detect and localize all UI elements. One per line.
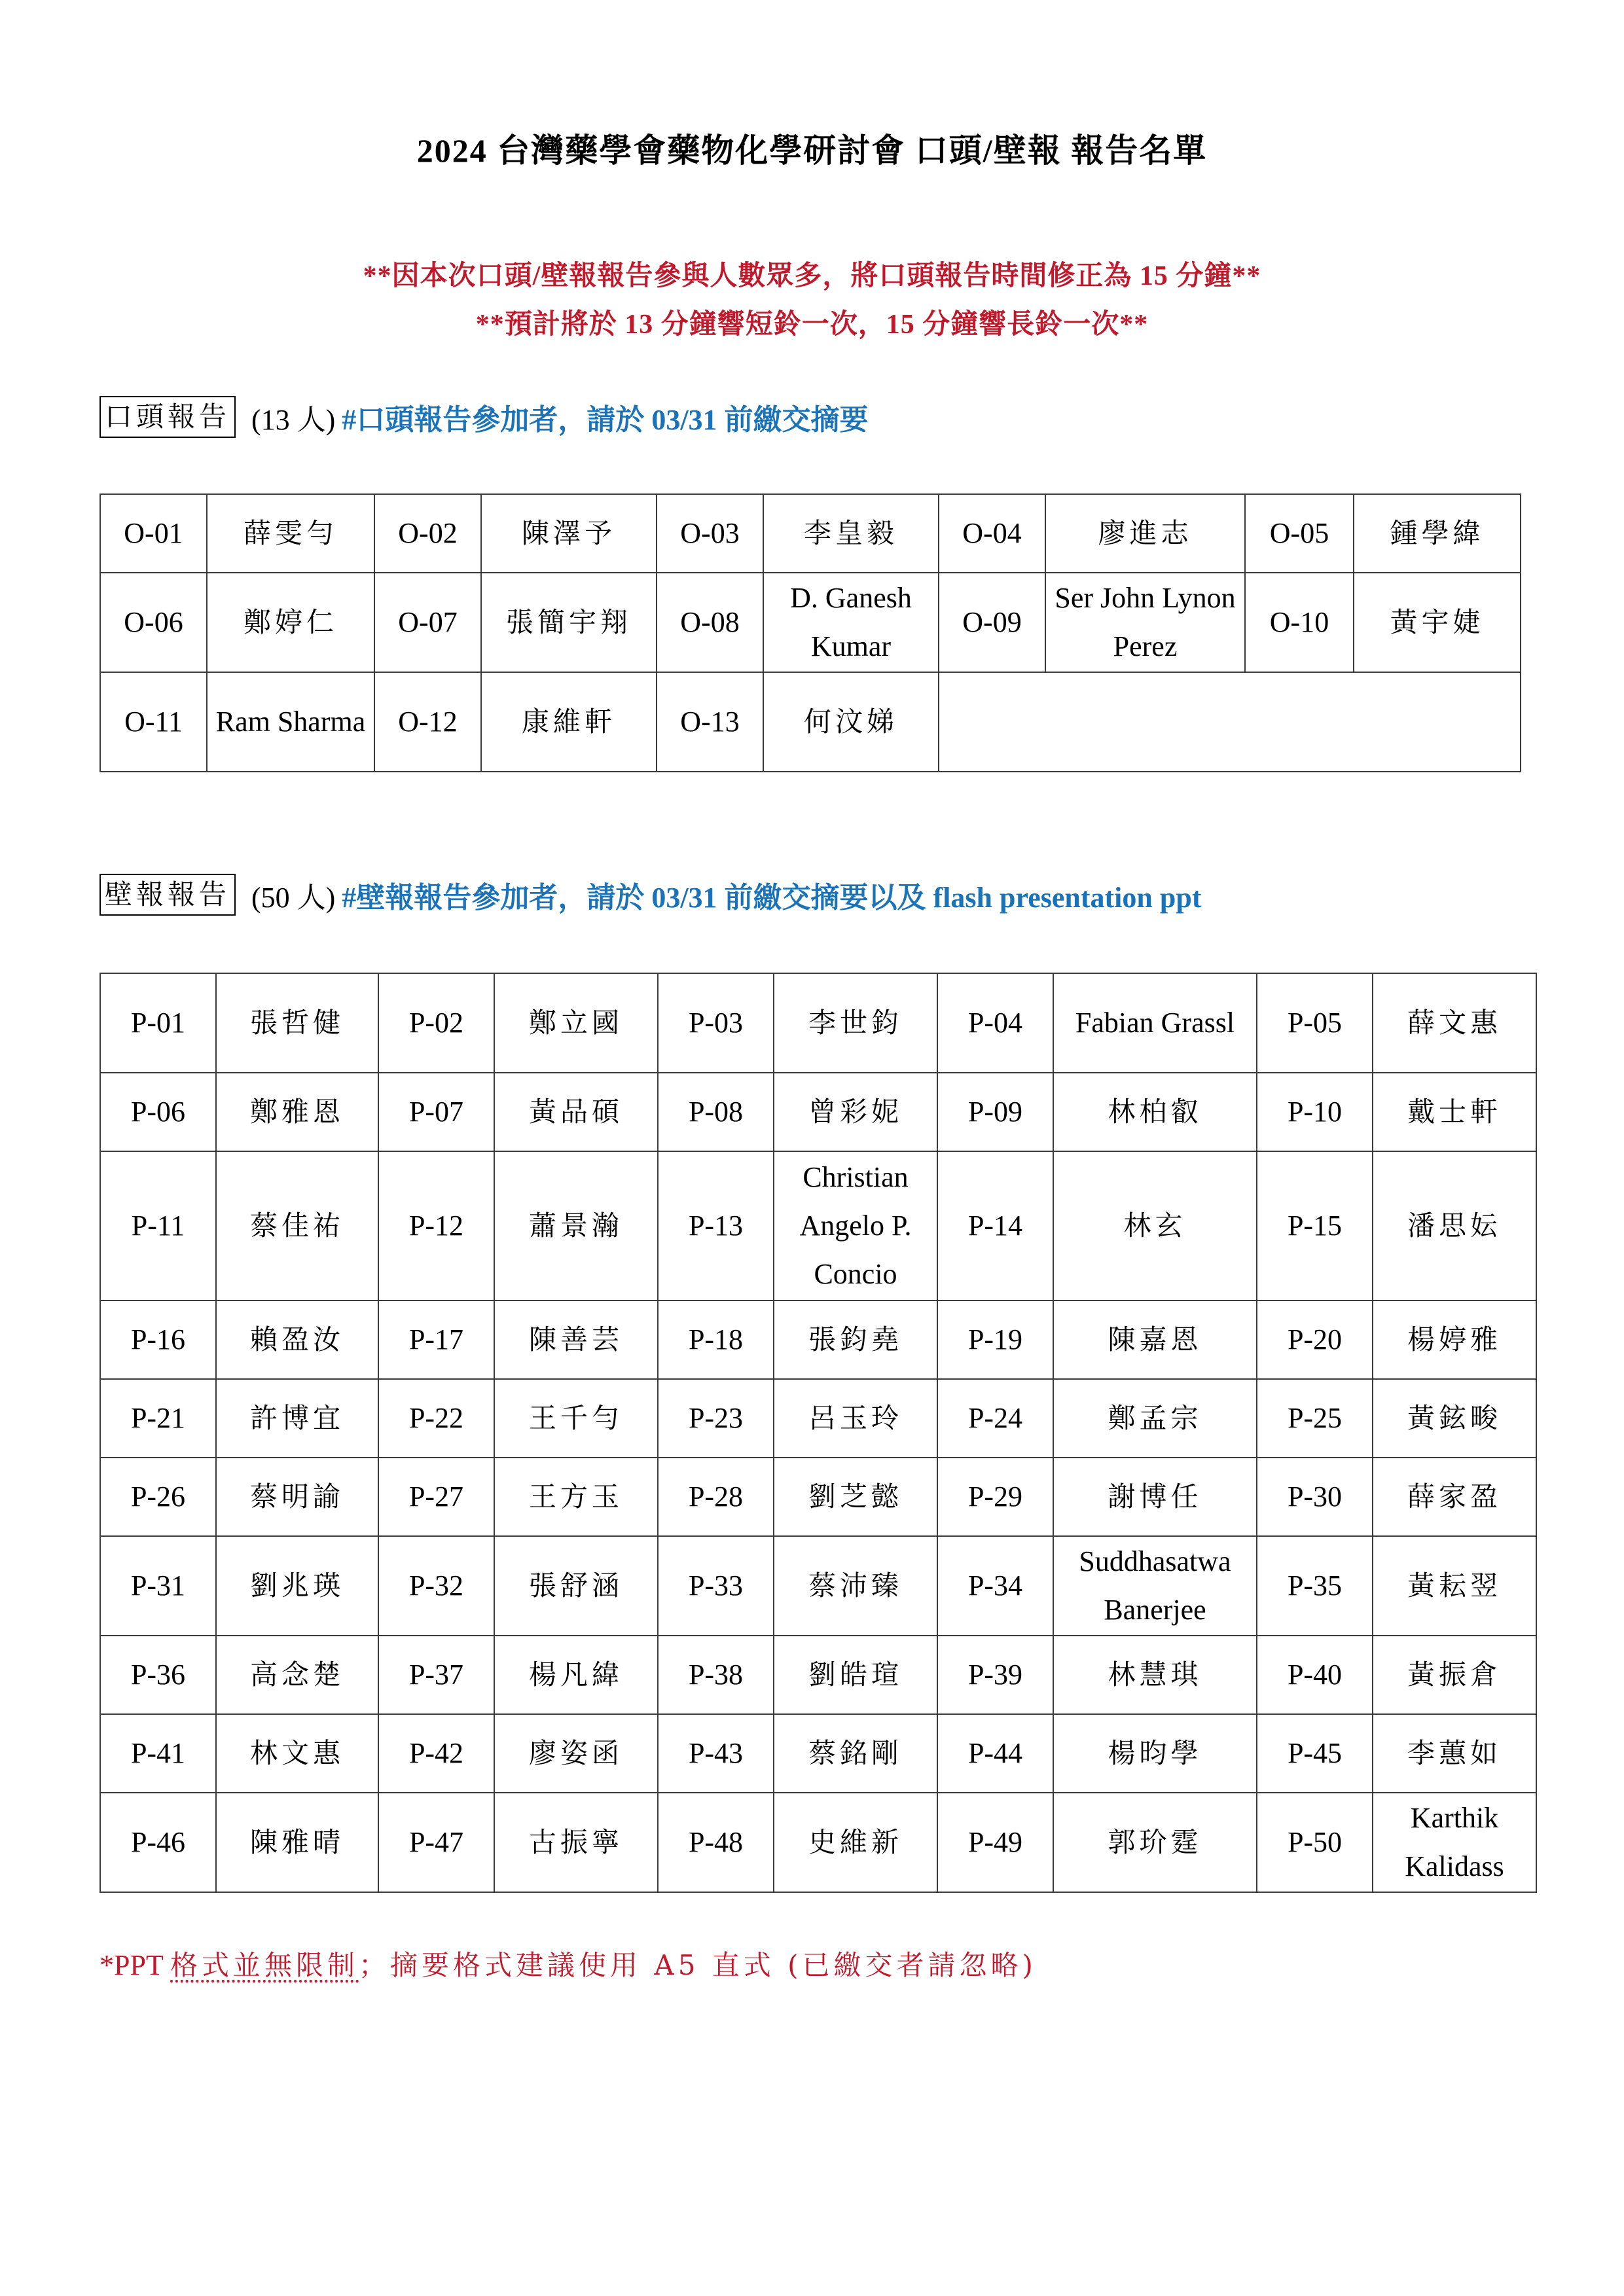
poster-code-cell: P-20 [1257,1300,1373,1379]
poster-name-cell: 黃鉉畯 [1373,1379,1536,1458]
oral-name-cell: 康維軒 [481,672,657,772]
poster-code-cell: P-46 [100,1793,216,1892]
poster-code-cell: P-26 [100,1458,216,1536]
poster-name-cell: 林柏叡 [1053,1073,1257,1151]
poster-name-cell: 劉皓瑄 [774,1636,937,1714]
poster-table-row [100,1073,1536,1151]
poster-code-cell: P-48 [658,1793,774,1892]
notice-line-2: **預計將於 13 分鐘響短鈴一次，15 分鐘響長鈴一次** [475,310,1149,340]
poster-name-cell: 林玄 [1053,1151,1257,1300]
poster-name-cell: 呂玉玲 [774,1379,937,1458]
poster-code-cell: P-34 [937,1536,1053,1636]
poster-name-cell: 張鈞堯 [774,1300,937,1379]
poster-code-cell: P-12 [378,1151,494,1300]
oral-code-cell: O-03 [657,494,763,573]
oral-section-header [99,394,869,440]
poster-name-cell: 戴士軒 [1373,1073,1536,1151]
poster-name-cell: 林慧琪 [1053,1636,1257,1714]
page-title: 2024 台灣藥學會藥物化學研討會 口頭/壁報 報告名單 [416,132,1208,169]
poster-code-cell: P-11 [100,1151,216,1300]
poster-name-cell: 賴盈汝 [216,1300,378,1379]
poster-name-cell: 郭玠霆 [1053,1793,1257,1892]
poster-name-cell: 楊昀學 [1053,1714,1257,1793]
poster-name-cell: 李蕙如 [1373,1714,1536,1793]
poster-code-cell: P-37 [378,1636,494,1714]
poster-name-cell: 王方玉 [494,1458,658,1536]
oral-count: (13 人) [251,404,336,436]
poster-count: (50 人) [251,882,336,914]
poster-code-cell: P-10 [1257,1073,1373,1151]
poster-code-cell: P-42 [378,1714,494,1793]
poster-code-cell: P-23 [658,1379,774,1458]
oral-code-cell: O-11 [100,672,207,772]
poster-code-cell: P-36 [100,1636,216,1714]
oral-name-cell: Ser John Lynon Perez [1045,573,1245,672]
poster-code-cell: P-06 [100,1073,216,1151]
poster-name-cell: Christian Angelo P. Concio [774,1151,937,1300]
poster-code-cell: P-44 [937,1714,1053,1793]
oral-name-cell: 黃宇婕 [1354,573,1521,672]
oral-name-cell: 何汶娣 [763,672,939,772]
poster-name-cell: 陳嘉恩 [1053,1300,1257,1379]
oral-note: #口頭報告參加者，請於 03/31 前繳交摘要 [342,404,869,436]
poster-code-cell: P-43 [658,1714,774,1793]
poster-code-cell: P-27 [378,1458,494,1536]
oral-name-cell: 張簡宇翔 [481,573,657,672]
poster-name-cell: 張舒涵 [494,1536,658,1636]
poster-name-cell: 黃耘翌 [1373,1536,1536,1636]
poster-code-cell: P-49 [937,1793,1053,1892]
poster-name-cell: 王千勻 [494,1379,658,1458]
poster-table-row [100,1300,1536,1379]
poster-code-cell: P-41 [100,1714,216,1793]
poster-code-cell: P-07 [378,1073,494,1151]
oral-code-cell: O-04 [939,494,1045,573]
oral-code-cell: O-01 [100,494,207,573]
poster-name-cell: 陳善芸 [494,1300,658,1379]
oral-name-cell: Ram Sharma [207,672,374,772]
poster-section-header [99,872,1201,918]
poster-code-cell: P-13 [658,1151,774,1300]
poster-code-cell: P-16 [100,1300,216,1379]
poster-code-cell: P-24 [937,1379,1053,1458]
oral-name-cell: 廖進志 [1045,494,1245,573]
oral-table [99,493,1521,772]
oral-empty-cell [939,672,1521,772]
poster-table-row [100,973,1536,1073]
poster-code-cell: P-30 [1257,1458,1373,1536]
notice-line-1: **因本次口頭/壁報報告參與人數眾多，將口頭報告時間修正為 15 分鐘** [363,261,1261,291]
oral-code-cell: O-09 [939,573,1045,672]
poster-table-row [100,1151,1536,1300]
poster-code-cell: P-40 [1257,1636,1373,1714]
poster-code-cell: P-45 [1257,1714,1373,1793]
poster-code-cell: P-18 [658,1300,774,1379]
poster-code-cell: P-03 [658,973,774,1073]
oral-table-row [100,672,1521,772]
poster-code-cell: P-19 [937,1300,1053,1379]
poster-name-cell: 廖姿函 [494,1714,658,1793]
footer-suffix: ；摘要格式建議使用 A5 直式 (已繳交者請忽略) [359,1949,1037,1981]
poster-name-cell: 劉芝懿 [774,1458,937,1536]
footer-prefix: *PPT [99,1949,171,1981]
poster-code-cell: P-05 [1257,973,1373,1073]
poster-name-cell: 古振寧 [494,1793,658,1892]
oral-code-cell: O-08 [657,573,763,672]
poster-name-cell: 薛文惠 [1373,973,1536,1073]
poster-code-cell: P-02 [378,973,494,1073]
footer-note [99,1944,1037,1983]
poster-table-row [100,1536,1536,1636]
poster-code-cell: P-04 [937,973,1053,1073]
poster-name-cell: Karthik Kalidass [1373,1793,1536,1892]
poster-code-cell: P-21 [100,1379,216,1458]
poster-code-cell: P-47 [378,1793,494,1892]
oral-table-row [100,494,1521,573]
poster-name-cell: 劉兆瑛 [216,1536,378,1636]
poster-name-cell: 張哲健 [216,973,378,1073]
poster-table [99,973,1537,1893]
poster-table-row [100,1379,1536,1458]
poster-name-cell: 林文惠 [216,1714,378,1793]
poster-code-cell: P-14 [937,1151,1053,1300]
poster-name-cell: 史維新 [774,1793,937,1892]
poster-table-row [100,1714,1536,1793]
poster-name-cell: 李世鈞 [774,973,937,1073]
poster-name-cell: 高念楚 [216,1636,378,1714]
poster-code-cell: P-31 [100,1536,216,1636]
poster-name-cell: 謝博任 [1053,1458,1257,1536]
poster-code-cell: P-50 [1257,1793,1373,1892]
oral-name-cell: D. Ganesh Kumar [763,573,939,672]
poster-name-cell: 蔡沛臻 [774,1536,937,1636]
oral-name-cell: 鄭婷仁 [207,573,374,672]
oral-table-row [100,573,1521,672]
poster-name-cell: 蔡銘剛 [774,1714,937,1793]
poster-name-cell: 蔡佳祐 [216,1151,378,1300]
poster-name-cell: 潘思妘 [1373,1151,1536,1300]
oral-code-cell: O-10 [1245,573,1354,672]
poster-name-cell: 鄭雅恩 [216,1073,378,1151]
poster-name-cell: 鄭立國 [494,973,658,1073]
oral-code-cell: O-06 [100,573,207,672]
poster-table-row [100,1458,1536,1536]
poster-code-cell: P-32 [378,1536,494,1636]
poster-section-label: 壁報報告 [99,874,236,916]
poster-code-cell: P-39 [937,1636,1053,1714]
poster-code-cell: P-33 [658,1536,774,1636]
oral-name-cell: 李皇毅 [763,494,939,573]
oral-code-cell: O-02 [374,494,481,573]
poster-code-cell: P-25 [1257,1379,1373,1458]
poster-code-cell: P-22 [378,1379,494,1458]
poster-name-cell: 鄭孟宗 [1053,1379,1257,1458]
poster-note: #壁報報告參加者，請於 03/31 前繳交摘要以及 flash presentation ppt [342,882,1202,914]
oral-name-cell: 薛雯勻 [207,494,374,573]
poster-name-cell: 蕭景瀚 [494,1151,658,1300]
poster-code-cell: P-38 [658,1636,774,1714]
poster-name-cell: 楊凡緯 [494,1636,658,1714]
poster-name-cell: 許博宜 [216,1379,378,1458]
poster-name-cell: Fabian Grassl [1053,973,1257,1073]
poster-name-cell: 蔡明諭 [216,1458,378,1536]
poster-code-cell: P-01 [100,973,216,1073]
poster-name-cell: 楊婷雅 [1373,1300,1536,1379]
poster-name-cell: 陳雅晴 [216,1793,378,1892]
poster-code-cell: P-29 [937,1458,1053,1536]
poster-table-row [100,1793,1536,1892]
oral-code-cell: O-07 [374,573,481,672]
oral-code-cell: O-12 [374,672,481,772]
poster-code-cell: P-09 [937,1073,1053,1151]
oral-code-cell: O-13 [657,672,763,772]
poster-name-cell: 黃振倉 [1373,1636,1536,1714]
poster-code-cell: P-15 [1257,1151,1373,1300]
oral-name-cell: 鍾學緯 [1354,494,1521,573]
poster-name-cell: 曾彩妮 [774,1073,937,1151]
footer-underlined: 格式並無限制 [170,1949,359,1981]
oral-name-cell: 陳澤予 [481,494,657,573]
oral-code-cell: O-05 [1245,494,1354,573]
poster-code-cell: P-08 [658,1073,774,1151]
poster-name-cell: 黃品碩 [494,1073,658,1151]
poster-name-cell: 薛家盈 [1373,1458,1536,1536]
poster-code-cell: P-28 [658,1458,774,1536]
poster-table-row [100,1636,1536,1714]
poster-code-cell: P-17 [378,1300,494,1379]
poster-name-cell: Suddhasatwa Banerjee [1053,1536,1257,1636]
poster-code-cell: P-35 [1257,1536,1373,1636]
oral-section-label: 口頭報告 [99,396,236,438]
